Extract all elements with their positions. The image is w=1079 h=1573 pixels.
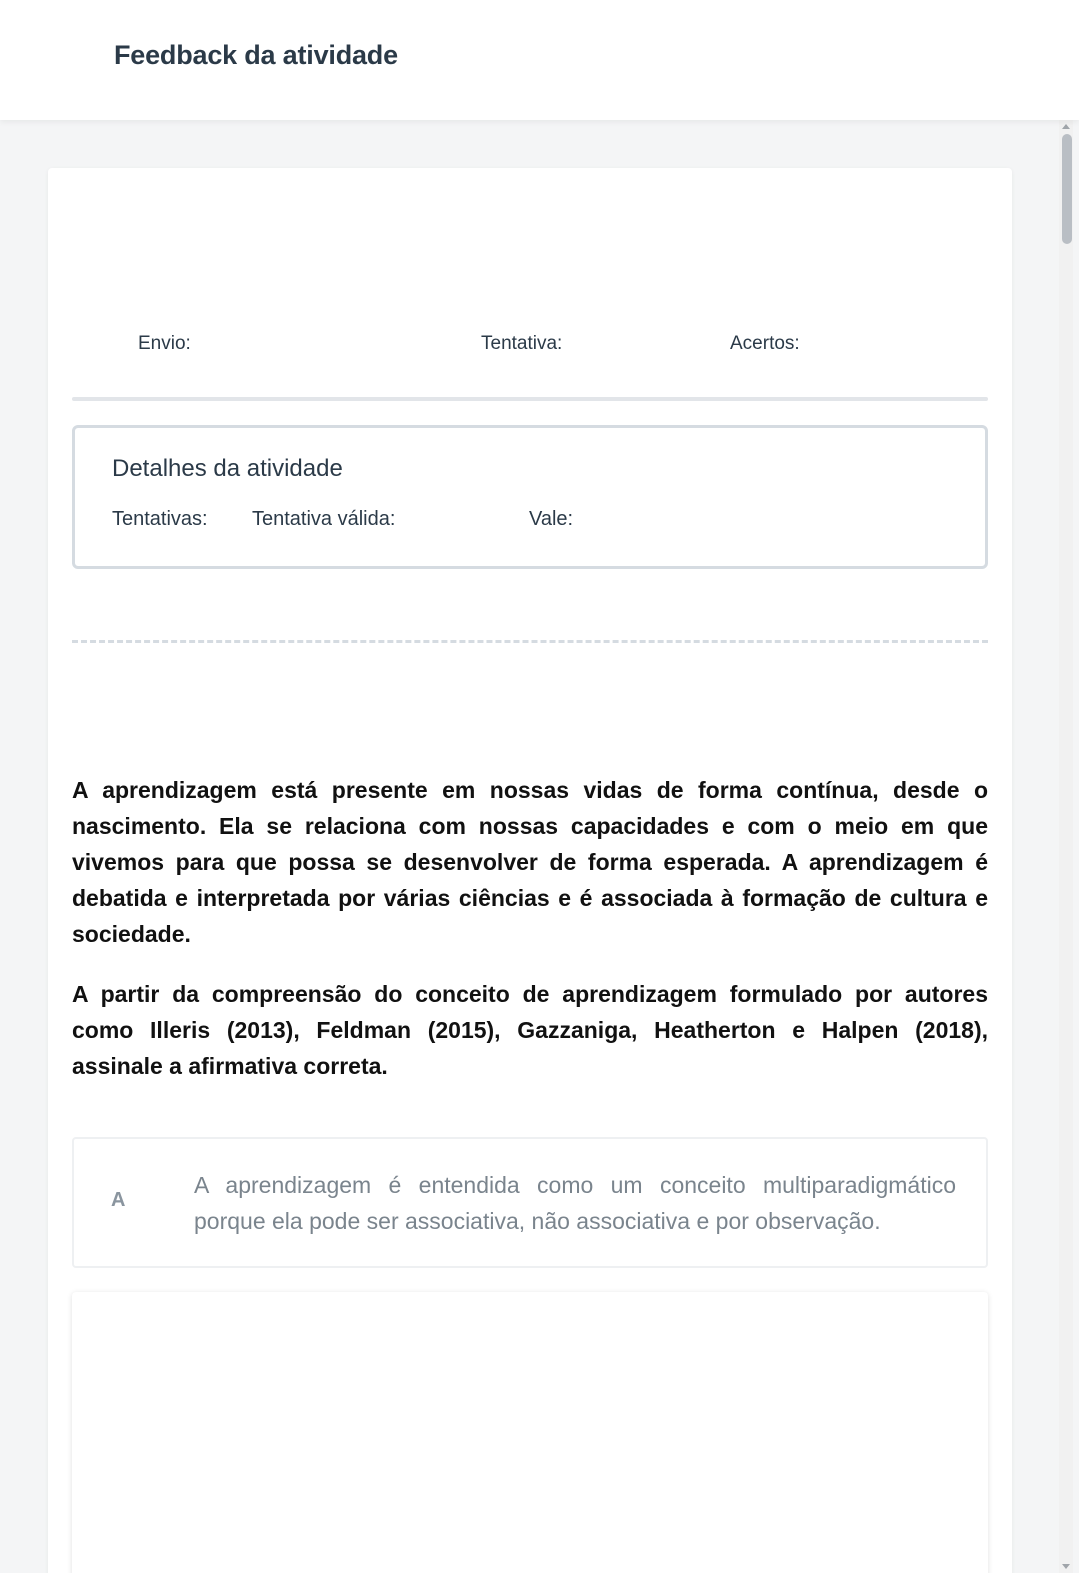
vertical-scrollbar[interactable]: [1059, 120, 1073, 1573]
answer-option-a[interactable]: [72, 1137, 988, 1268]
scroll-down-arrow-icon[interactable]: [1062, 1564, 1070, 1569]
details-title: Detalhes da atividade: [112, 455, 343, 482]
page-title: Feedback da atividade: [114, 40, 398, 70]
option-text: A aprendizagem é entendida como um conceito multiparadigmático porque ela pode ser associativa, não associativa e por observação.: [194, 1172, 956, 1234]
option-letter: A: [111, 1189, 126, 1211]
question-statement: [72, 772, 988, 1108]
activity-details-box: [72, 425, 988, 569]
feedback-panel: [72, 1292, 988, 1573]
scroll-up-arrow-icon[interactable]: [1062, 124, 1070, 129]
page-header: [0, 0, 1079, 120]
section-divider: [72, 640, 988, 643]
question-paragraph: A aprendizagem está presente em nossas vidas de forma contínua, desde o nascimento. Ela se relaciona com nossas capacidades e com o meio em que vivemos para que possa se desenvolver de forma esperada. A aprendizagem é debatida e interpretada por várias ciências e é associada à formação de cultura e sociedade.: [72, 777, 988, 947]
question-paragraph: A partir da compreensão do conceito de aprendizagem formulado por autores como Illeris (2013), Feldman (2015), Gazzaniga, Heatherton e Halpen (2018), assinale a afirmativa correta.: [72, 981, 988, 1079]
tentativas-label: Tentativas:: [112, 508, 208, 530]
tentativa-label: Tentativa:: [481, 333, 563, 354]
content-scroll-area[interactable]: [0, 120, 1079, 1573]
acertos-label: Acertos:: [730, 333, 800, 354]
meta-divider: [72, 397, 988, 401]
scrollbar-thumb[interactable]: [1062, 134, 1072, 244]
activity-card: [48, 168, 1012, 1573]
envio-label: Envio:: [138, 333, 191, 354]
vale-label: Vale:: [529, 508, 574, 530]
tentativa-valida-label: Tentativa válida:: [252, 508, 396, 530]
